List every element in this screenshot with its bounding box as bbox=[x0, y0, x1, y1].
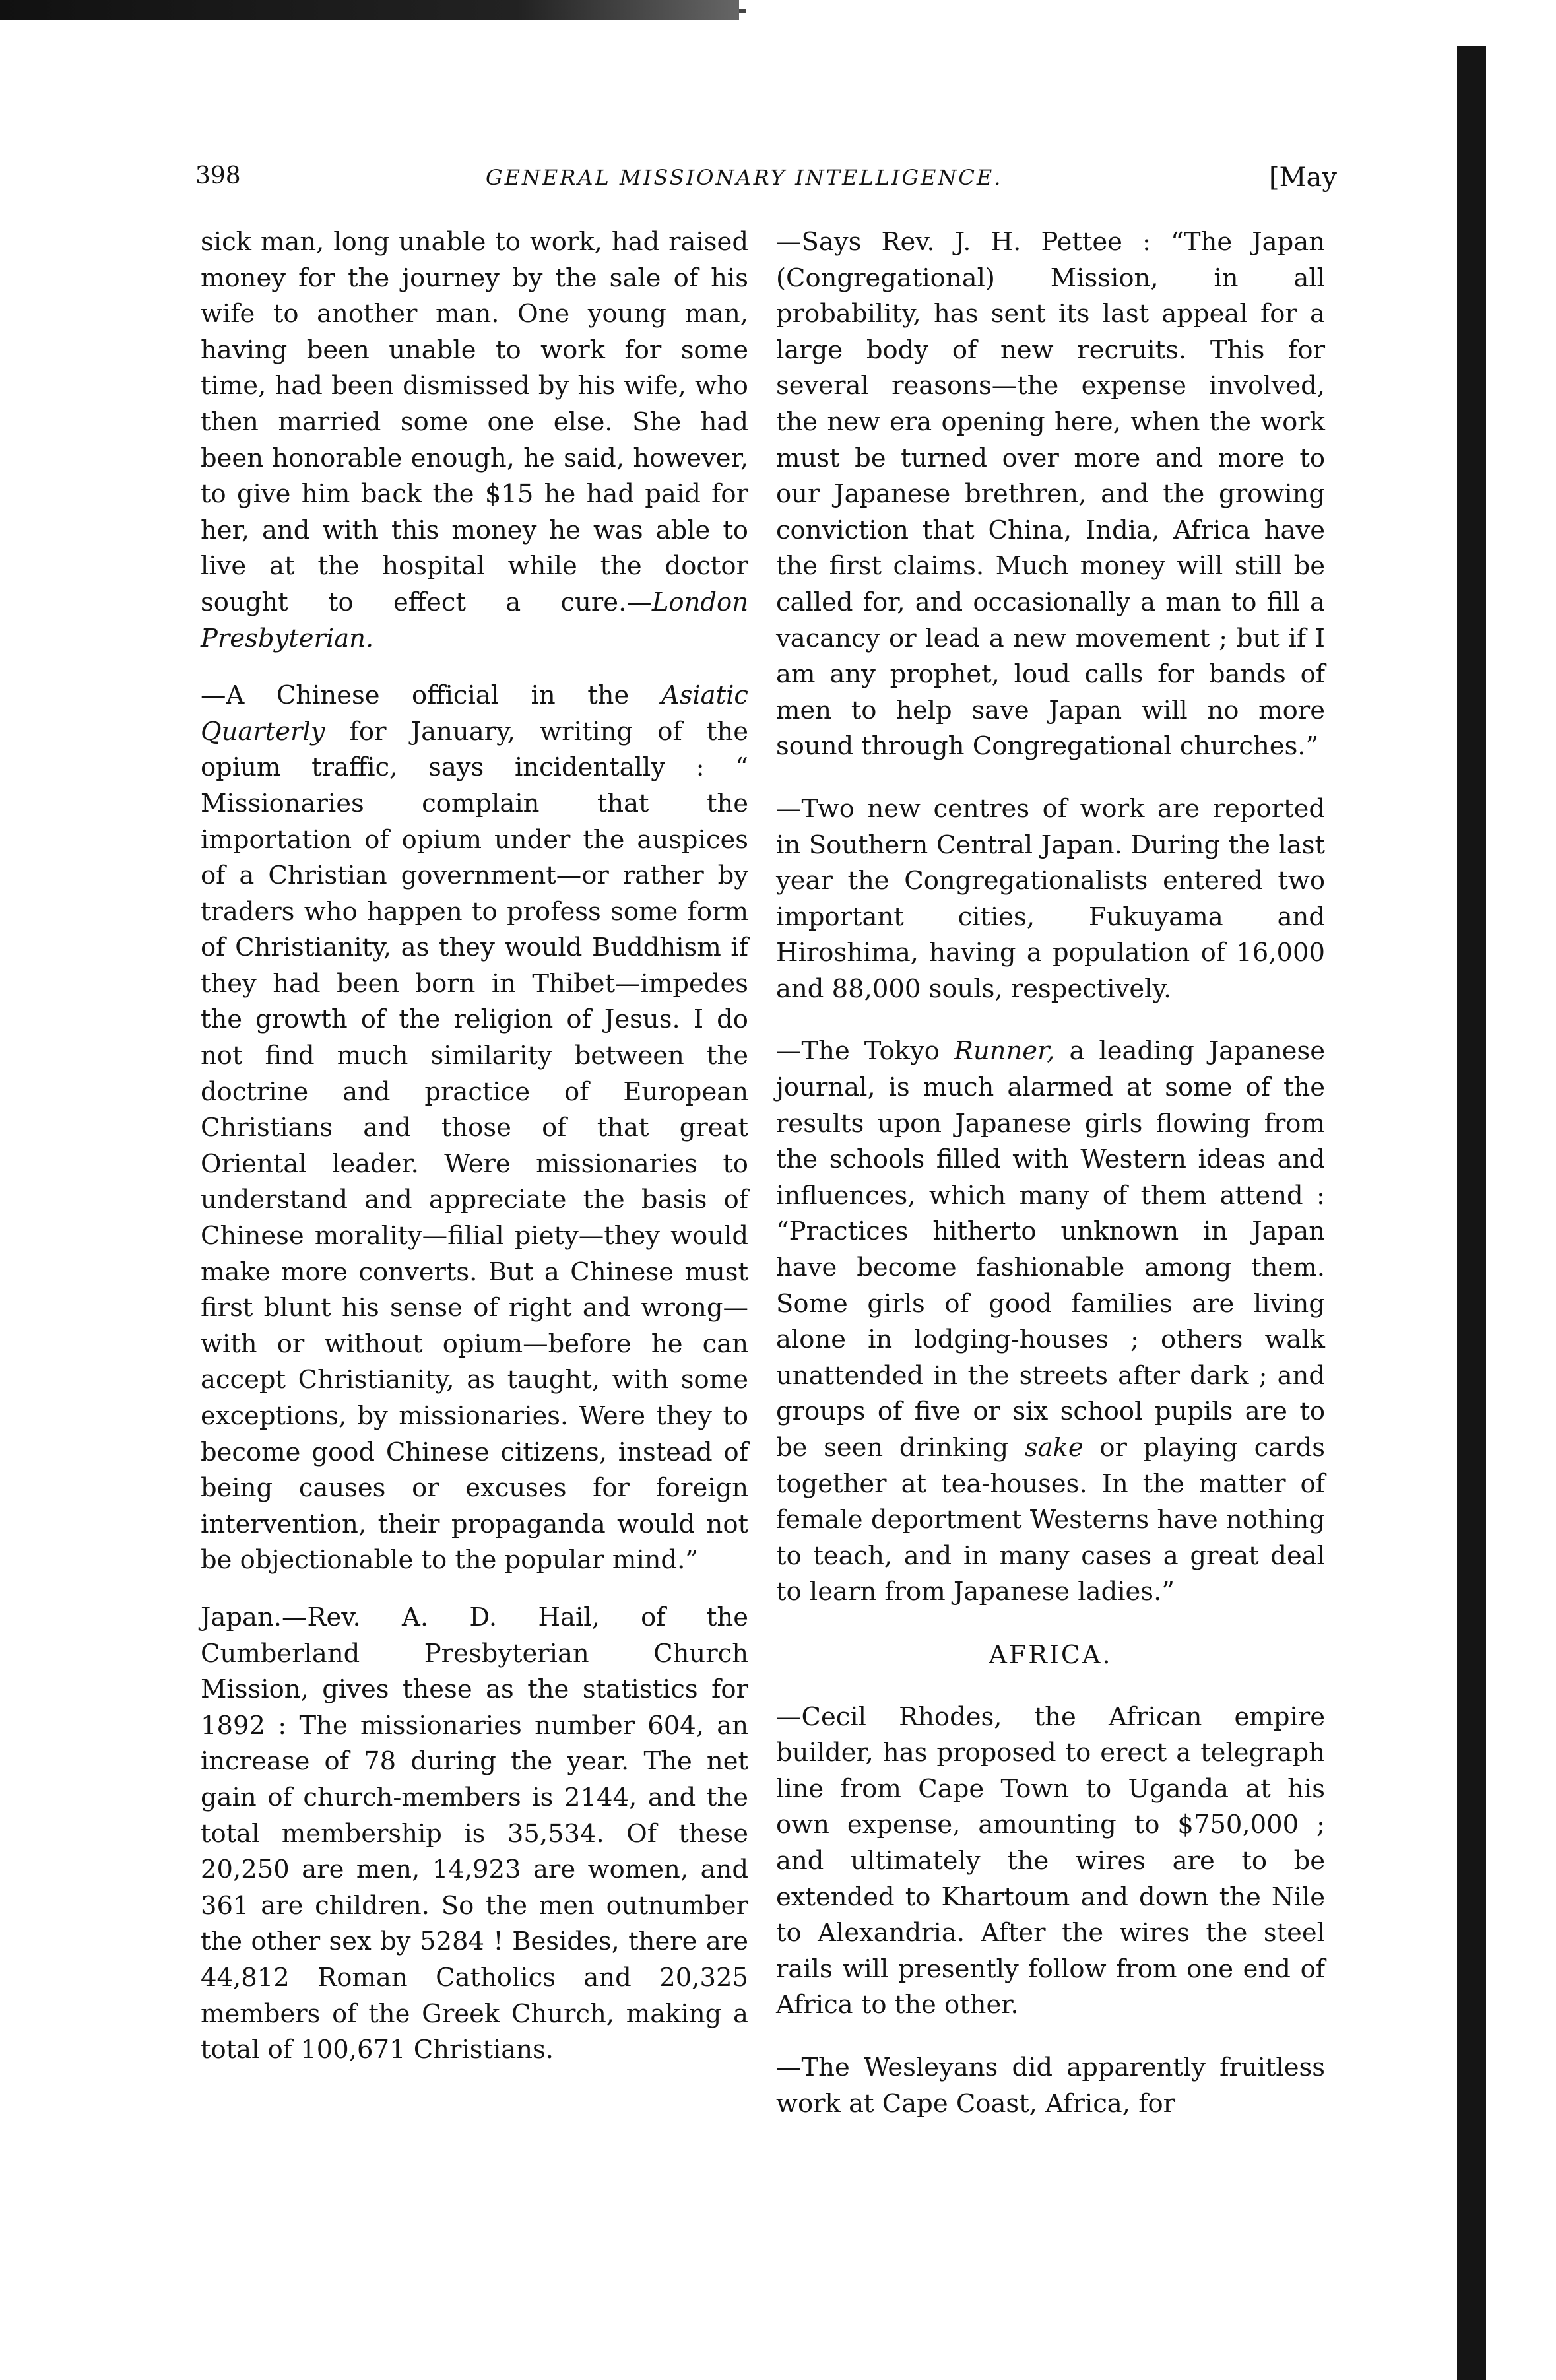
source-citation: London Presbyterian. bbox=[201, 587, 748, 653]
paragraph-text: —Says Rev. J. H. Pettee : “The Japan (Congregational) Mission, in all probability, has sent its last appeal for a large body of new recruits. This for several reasons—the expense involved, the new era opening here, when the work must be turned over more and more to our Japanese brethren, and the growing conviction that China, India, Africa have the first claims. Much money will still be called for, and occasionally a man to fill a vacancy or lead a new movement ; but if I am any prophet, loud calls for bands of men to help save Japan will no more sound through Congregational churches.” bbox=[776, 227, 1325, 762]
paragraph-text: or playing cards together at tea-houses. In the matter of female deportment Westerns have nothing to teach, and in many cases a great deal to learn from Japanese ladies.” bbox=[776, 1433, 1325, 1607]
scan-edge-shadow-top-tail bbox=[739, 9, 746, 13]
left-column bbox=[201, 224, 748, 2090]
paragraph-opium-traffic bbox=[201, 678, 748, 1579]
paragraph-cecil-rhodes bbox=[776, 1700, 1325, 2024]
paragraph-hospital-story bbox=[201, 224, 748, 657]
running-head bbox=[195, 162, 1337, 202]
paragraph-text: —Two new centres of work are reported in Southern Central Japan. During the last year the Congregationalists entered two important cities, Fukuyama and Hiroshima, having a population of 16,000 and 88,000 souls, respectively. bbox=[776, 793, 1325, 1004]
paragraph-text: sick man, long unable to work, had raised money for the journey by the sale of his wife to another man. One young man, having been unable to work for some time, had been dismissed by his wife, who then married some one else. She had been honorable enough, he said, however, to give him back the $15 he had paid for her, and with this money he was able to live at the hospital while the doctor sought to effect a cure.— bbox=[201, 227, 748, 617]
paragraph-text: —Cecil Rhodes, the African empire builder, has proposed to erect a telegraph line from Cape Town to Uganda at his own expense, amounting to $750,000 ; and ultimately the wires are to be extended to Khartoum and down the Nile to Alexandria. After the wires the steel rails will presently follow from one end of Africa to the other. bbox=[776, 1702, 1325, 2020]
paragraph-pettee-quote bbox=[776, 224, 1325, 765]
paragraph-text: —A Chinese official in the bbox=[201, 680, 661, 711]
paragraph-text: for January, writing of the opium traffic, says incidentally : “ Missionaries complain that the importation of opium under the auspices of a Christian government—or rather by traders who happen to profess some form of Christianity, as they would Buddhism if they had been born in Thibet—impedes the growth of the religion of Jesus. I do not find much similarity between the doctrine and practice of European Christians and those of that great Oriental leader. Were missionaries to understand and appreciate the basis of Chinese morality—filial piety—they would make more converts. But a Chinese must first blunt his sense of right and wrong—with or without opium—before he can accept Christianity, as taught, with some exceptions, by missionaries. Were they to become good Chinese citizens, instead of being causes or excuses for foreign intervention, their propaganda would not be objectionable to the popular mind.” bbox=[201, 716, 748, 1575]
scan-edge-shadow-right bbox=[1457, 46, 1486, 2380]
paragraph-text: Japan.—Rev. A. D. Hail, of the Cumberland Presbyterian Church Mission, gives these as the statistics for 1892 : The missionaries number 604, an increase of 78 during the year. The net gain of church-members is 2144, and the total membership is 35,534. Of these 20,250 are men, 14,923 are women, and 361 are children. So the men outnumber the other sex by 5284 ! Besides, there are 44,812 Roman Catholics and 20,325 members of the Greek Church, making a total of 100,671 Christians. bbox=[201, 1602, 748, 2065]
paragraph-text: —The Tokyo bbox=[776, 1036, 954, 1067]
paragraph-japan-statistics bbox=[201, 1600, 748, 2068]
italic-term: sake bbox=[1024, 1433, 1084, 1463]
scan-edge-shadow-top bbox=[0, 0, 739, 20]
running-title: GENERAL MISSIONARY INTELLIGENCE. bbox=[486, 165, 1003, 190]
publication-title: Runner, bbox=[954, 1036, 1055, 1067]
right-column bbox=[776, 224, 1325, 2143]
running-head-month: [May bbox=[1268, 162, 1337, 193]
paragraph-tokyo-runner bbox=[776, 1034, 1325, 1610]
section-heading-africa: AFRICA. bbox=[989, 1639, 1113, 1669]
paragraph-text: —The Wesleyans did apparently fruitless work at Cape Coast, Africa, for bbox=[776, 2052, 1325, 2119]
publication-title: Asiatic Quarterly bbox=[201, 680, 748, 746]
paragraph-text: a leading Japanese journal, is much alarmed at some of the results upon Japanese girls flowing from the schools filled with Western ideas and influences, which many of them attend : “Practices hitherto unknown in Japan have become fashionable among them. Some girls of good families are living alone in lodging-houses ; others walk unattended in the streets after dark ; and groups of five or six school pupils are to be seen drinking bbox=[776, 1036, 1325, 1463]
paragraph-wesleyans bbox=[776, 2050, 1325, 2122]
paragraph-new-centres bbox=[776, 791, 1325, 1008]
page-number: 398 bbox=[195, 162, 241, 189]
